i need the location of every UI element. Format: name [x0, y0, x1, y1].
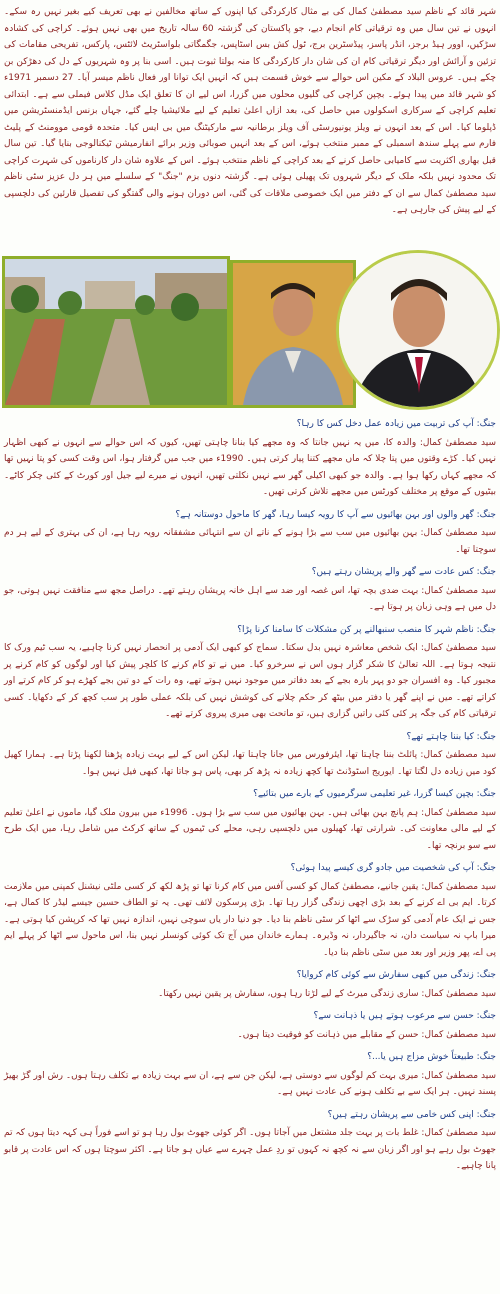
answer: سید مصطفیٰ کمال: ہم پانچ بہن بھائی ہیں۔ بہن بھائیوں میں سب سے بڑا ہوں۔ 1996ء میں بیرون ملک گیا، ماموں نے اعلیٰ تعلیم کے لیے مالی معاونت کی۔ شرارتی تھا، کھیلوں میں دلچسپی رہی، محلے کی ٹیموں کے ساتھ کرکٹ میں شامل رہا، میں ایک طرح سے سو برنچہ تھا۔: [4, 807, 496, 851]
city-park-photo: [2, 256, 230, 408]
question: جنگ: آپ کی شخصیت میں جادو گری کیسے پیدا ہوئی؟: [290, 863, 496, 873]
answer: سید مصطفیٰ کمال: میری بہت کم لوگوں سے دوستی ہے، لیکن جن سے ہے، ان سے بہت زیادہ بے تکلف رہتا ہوں۔ رش اور گڑ بھیڑ پسند نہیں۔ ہر ایک سے بے تکلف ہونے کی عادت نہیں ہے۔: [4, 1070, 496, 1097]
question: جنگ: بچپن کیسا گزرا، غیر تعلیمی سرگرمیوں کے بارے میں بتائیے؟: [253, 789, 496, 799]
question: جنگ: کیا بننا چاہتے تھے؟: [406, 731, 496, 742]
question: جنگ: کس عادت سے گھر والے پریشان رہتے ہیں؟: [311, 567, 496, 577]
portrait-illustration: [233, 263, 353, 405]
question: جنگ: گھر والوں اور بہن بھائیوں سے آپ کا رویہ کیسا رہا، گھر کا ماحول دوستانہ ہے؟: [175, 509, 496, 520]
question: جنگ: طبیعتاً خوش مزاج ہیں یا...؟: [367, 1052, 496, 1062]
answer: سید مصطفیٰ کمال: یقین جانیے، مصطفیٰ کمال کو کسی آفس میں کام کرنا تھا تو پڑھ لکھ کر کسی ملٹی نیشنل کمپنی میں ملازمت کرتا۔ ایم بی اے کرنے کے بعد بڑی اچھی زندگی گزار رہا تھا۔ بڑی پرسکون لائف تھی۔ یہ تو الطاف حسین جیسے لیڈر کا کمال ہے، جس نے ایک عام آدمی کو سڑک سے اٹھا کر سٹی ناظم بنا دیا۔ جو دنیا دار یاں سوچی نہیں، اندازہ نہیں تھا کہ کرپشن کیا ہوتی ہے۔ میرا باپ نہ سیاست دان، نہ جاگیردار، نہ وڈیرہ۔ ہمارے خاندان میں آج تک کوئی کونسلر نہیں بنا، اس ماحول سے اٹھا کر پہلے ایم پی اے، پھر وزیر اور بعد میں سٹی ناظم بنا دیا۔: [4, 881, 496, 958]
answer: سید مصطفیٰ کمال: بہن بھائیوں میں سب سے بڑا ہونے کے ناتے ان سے انتہائی مشفقانہ رویہ رہا ہے، ان کی بہتری کے لیے ہر دم سوچتا تھا۔: [4, 528, 496, 555]
question: جنگ: حسن سے مرعوب ہوتے ہیں یا ذہانت سے؟: [313, 1011, 496, 1021]
answer: سید مصطفیٰ کمال: حسن کے مقابلے میں ذہانت کو فوقیت دیتا ہوں۔: [237, 1029, 496, 1040]
park-illustration: [5, 259, 227, 405]
answer: سید مصطفیٰ کمال: ساری زندگی میرٹ کے لیے لڑتا رہا ہوں، سفارش پر یقین نہیں رکھتا۔: [158, 988, 496, 999]
answer: سید مصطفیٰ کمال: پائلٹ بننا چاہتا تھا، ایئرفورس میں جانا چاہتا تھا، لیکن اس کے لیے بہت زیادہ پڑھنا لکھنا پڑتا ہے۔ ہمارا کھیل کود میں زیادہ دل لگتا تھا۔ ایوریج اسٹوڈنٹ تھا کچھ زیادہ نہ پڑھ کر بھی، پاس ہو جاتا تھا، کبھی فیل نہیں ہوا۔: [4, 750, 496, 777]
answer: سید مصطفیٰ کمال: والدہ کا، میں یہ نہیں جانتا کہ وہ مجھے کیا بنانا چاہتی تھیں، کیوں کہ اس حوالے سے انہوں نے کبھی اظہار نہیں کیا۔ کڑے وقتوں میں پتا چلا کہ ماں مجھے کتنا پیار کرتی ہیں۔ 1990ء میں جب میں گرفتار ہوا، اس وقت کسی کو پتا نہیں تھا کہ مجھے کہاں رکھا ہوا ہے۔ والدہ جو کبھی اکیلی گھر سے نہیں نکلتی تھیں، انہوں نے میرے لیے جیل اور کورٹ کے کئی چکر کاٹے۔ بیٹیوں کے موقع پر مختلف کورٹس میں مجھے تلاش کرتی تھیں۔: [4, 437, 496, 497]
question: جنگ: اپنی کس خامی سے پریشان رہتے ہیں؟: [327, 1109, 496, 1120]
portrait-circle-illustration: [339, 253, 497, 407]
interview-qa: [4, 416, 496, 1181]
portrait-photo-circle: [336, 250, 500, 410]
intro-paragraph: شہر قائد کے ناظم سید مصطفیٰ کمال کی بے مثال کارکردگی کیا اپنوں کے ساتھ مخالفین نے بھی تعریف کیے بغیر نہیں رہ سکے۔ انہوں نے تین سال میں وہ ترقیاتی کام انجام دیے، جو پاکستان کی گزشتہ 60 سالہ تاریخ میں بھی نہیں ہوئے۔ کراچی کی کشادہ سڑکیں، اوور ہیڈ برجز، انڈر پاسز، پیڈسٹرین برج، ٹول کش بس اسٹاپس، جگمگاتی بلواسٹریٹ لائٹس، پارکس، تفریحی مقامات کی تزئین و آرائش اور دیگر ترقیاتی کام ان کی شان دار کارکردگی کا منہ بولتا ثبوت ہیں۔ اسی بنا پر وہ شہریوں کے دل کی دھڑکن بن چکے ہیں۔ عروس البلاد کے مکین اس حوالے سے خوش قسمت ہیں کہ انہیں ایک توانا اور فعال ناظم میسر آیا۔ 27 دسمبر 1971ء کو شہر قائد میں پیدا ہوئے۔ بچپن کراچی کی گلیوں محلوں میں گزرا، اس لیے ان کا تعلق ایک مڈل کلاس فیملی سے ہے۔ ابتدائی تعلیم کراچی کے سرکاری اسکولوں میں حاصل کی، بعد ازاں اعلیٰ تعلیم کے لیے ملائیشیا چلے گئے، جہاں بزنس ایڈمنسٹریشن میں ڈپلوما کیا۔ اس کے بعد انہوں نے ویلز یونیورسٹی آف ویلز برطانیہ سے مارکیٹنگ میں بی ایس کیا۔ متحدہ قومی موومنٹ کے پلیٹ فارم سے پہلے سندھ اسمبلی کے ممبر منتخب ہوئے، اس کے بعد انہیں صوبائی وزیر برائے انفارمیشن ٹیکنالوجی بنایا گیا۔ تین سال قبل بھاری اکثریت سے کامیابی حاصل کرنے کے بعد کراچی کے ناظم منتخب ہوئے۔ اس کے علاوہ شان دار کارناموں کی شہرت کراچی تک محدود نہیں بلکہ ملک کے دیگر شہروں تک پھیلی ہوئی ہے۔ گزشتہ دنوں بزم "جنگ" کے سلسلے میں ہر دل عزیز سٹی ناظم سید مصطفیٰ کمال سے ان کے دفتر میں ایک خصوصی ملاقات کی گئی، اس دوران ہونے والی گفتگو کی تفصیل قارئین کی دلچسپی کے لیے پیش کی جارہی ہے۔: [4, 7, 496, 215]
photo-strip: [0, 250, 500, 410]
answer: سید مصطفیٰ کمال: غلط بات پر بہت جلد مشتعل میں آجاتا ہوں۔ اگر کوئی جھوٹ بول رہا ہو تو اسے فوراً ہی کہہ دیتا ہوں کہ تم جھوٹ بول رہے ہو اور اگر زبان سے نہ کچھ نہ کہوں تو ردِ عمل چہرے سے عیاں ہو جاتا ہے۔ اکثر سوچتا ہوں کہ اس عادت پر قابو پانا چاہیے۔: [4, 1128, 496, 1171]
question: جنگ: آپ کی تربیت میں زیادہ عمل دخل کس کا رہا؟: [296, 419, 496, 429]
question: جنگ: ناظم شہر کا منصب سنبھالنے پر کن مشکلات کا سامنا کرنا پڑا؟: [237, 624, 496, 635]
answer: سید مصطفیٰ کمال: بہت ضدی بچہ تھا، اس غصہ اور ضد سے اہل خانہ پریشان رہتے تھے۔ دراصل مجھ سے منافقت نہیں ہوتی، جو دل میں ہے وہی زبان پر ہوتا ہے۔: [4, 585, 496, 612]
question: جنگ: زندگی میں کبھی سفارش سے کوئی کام کروایا؟: [296, 970, 496, 980]
answer: سید مصطفیٰ کمال: ایک شخص معاشرہ نہیں بدل سکتا۔ سماج کو کبھی ایک آدمی پر انحصار نہیں کرنا چاہیے، یہ سب ٹیم ورک کا نتیجہ ہوتا ہے۔ اللہ تعالیٰ کا شکر گزار ہوں اس نے سرخرو کیا۔ میں نے تو کام کرنے کا کلچر پیش کیا اور لوگوں کو کام کرنے پر مجبور کیا۔ وہ افسران جو دو پہر بارہ بجے کے بعد دفاتر میں موجود نہیں ہوتے تھے، وہ رات کے دو تین بجے کھڑے ہو کر کام کرتے اور کراتے تھے۔ میں نے اپنے گھر یا دفتر میں بیٹھ کر حکم چلانے کی کوشش نہیں کی بلکہ عملی طور پر سب کچھ کر کے دکھایا۔ کسی ترقیاتی کام کی جگہ پر کئی کئی راتیں گزاری ہیں، تو ماتحت بھی میری پیروی کرتے تھے۔: [4, 643, 496, 719]
